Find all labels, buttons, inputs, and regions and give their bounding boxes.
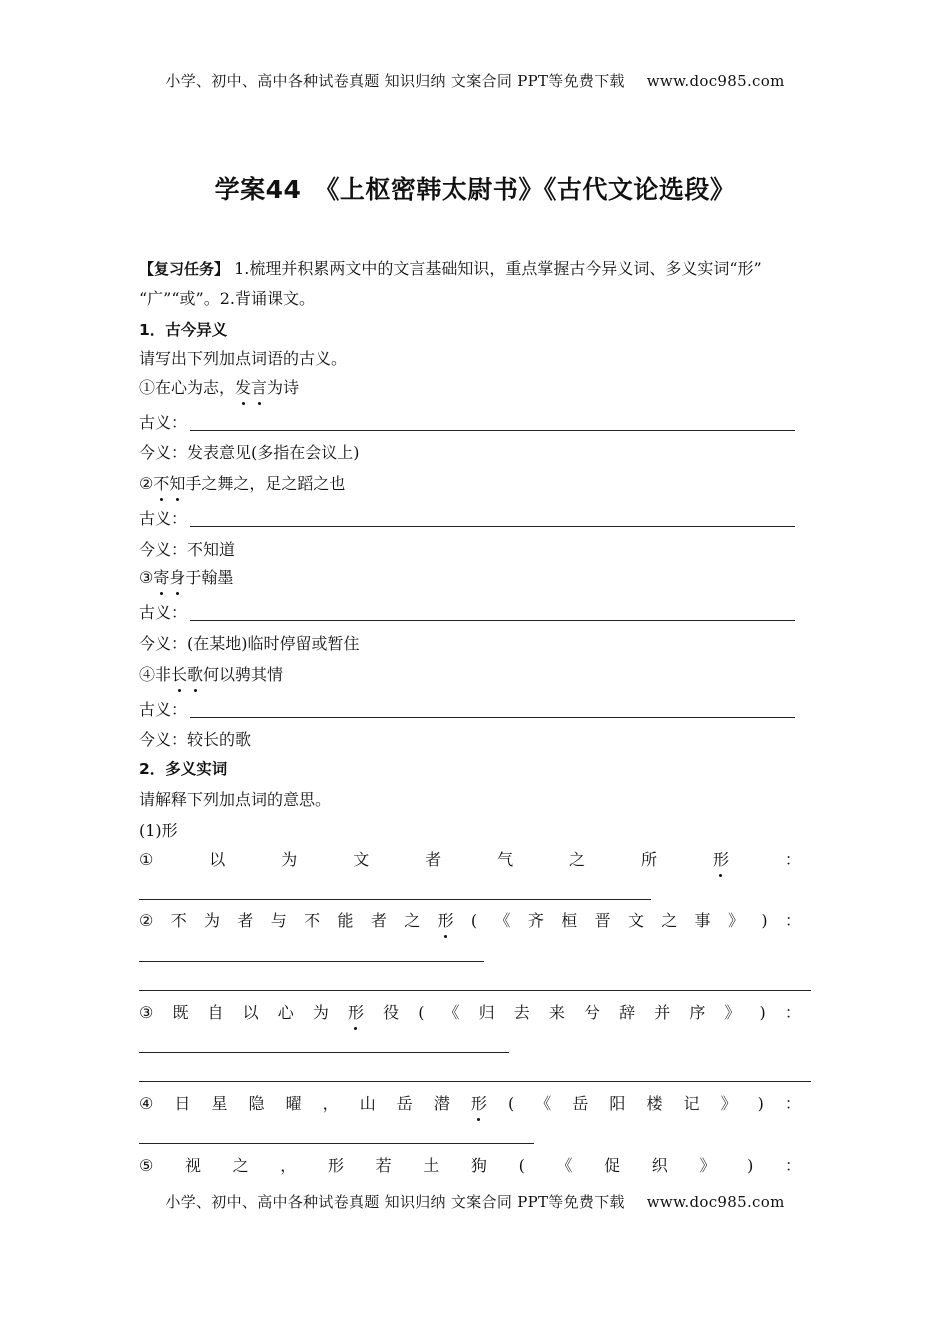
row-char: 阳 [609, 1094, 626, 1113]
dotted-char: 长 [171, 665, 188, 684]
dotted-char: 言 [251, 378, 268, 397]
row-char: 事 [694, 911, 711, 930]
row-char: 以 [209, 850, 226, 869]
row-char: 若 [375, 1156, 392, 1175]
sentence-text: ①在心为志， [139, 378, 236, 397]
row-char: ( [518, 1156, 525, 1175]
row-char: 者 [237, 911, 254, 930]
row-char: ： [784, 850, 801, 869]
row-char: ： [784, 911, 801, 930]
gu-label-4: 古义： [139, 700, 188, 719]
dotted-word [171, 665, 203, 684]
dotted-char: 发 [235, 378, 252, 397]
row-char: ， [322, 1094, 339, 1113]
row-char: 为 [312, 1003, 329, 1022]
sentence-text: ② [139, 474, 154, 493]
row-char: 记 [683, 1094, 700, 1113]
row-char: 》 [728, 911, 745, 930]
footer-url[interactable]: www.doc985.com [646, 1193, 785, 1211]
gu-label-2: 古义： [139, 509, 188, 528]
task-text-1: 1.梳理并积累两文中的文言基础知识，重点掌握古今异义词、多义实词“形” [234, 259, 762, 278]
row-char: 文 [627, 911, 644, 930]
answer-line-1[interactable] [190, 430, 795, 431]
row-char: 织 [651, 1156, 668, 1175]
row-char: 形 [712, 850, 729, 869]
dotted-word [153, 474, 185, 493]
row-char: 文 [353, 850, 370, 869]
row-char: 归 [478, 1003, 495, 1022]
row-char: 辞 [619, 1003, 636, 1022]
header-url[interactable]: www.doc985.com [646, 72, 785, 90]
row-char: ) [761, 911, 768, 930]
row-char: 形 [437, 911, 454, 930]
dotted-char: 不 [153, 474, 170, 493]
sentence-text: 为诗 [267, 378, 300, 397]
jin-line-2: 今义：不知道 [139, 540, 236, 559]
row-char: ( [470, 911, 478, 930]
row-char: 《 [494, 911, 511, 930]
xing-row-2 [139, 910, 801, 932]
row-char: 促 [604, 1156, 621, 1175]
header-text: 小学、初中、高中各种试卷真题 知识归纳 文案合同 PPT等免费下载 [165, 72, 625, 90]
row-char: 所 [641, 850, 658, 869]
row-char: 役 [383, 1003, 400, 1022]
dotted-char: 知 [169, 474, 186, 493]
row-char: 《 [535, 1094, 552, 1113]
row-char: ① [139, 850, 154, 869]
row-char: 狗 [470, 1156, 487, 1175]
row-char: 之 [661, 911, 678, 930]
section-instruction-1: 请写出下列加点词语的古义。 [139, 349, 348, 368]
row-char: 形 [470, 1094, 487, 1113]
dotted-char: 歌 [187, 665, 204, 684]
xing-answer-2a[interactable] [139, 961, 484, 962]
xing-row-5 [139, 1155, 801, 1177]
sentence-text: 于翰墨 [185, 568, 234, 587]
row-char: 为 [281, 850, 298, 869]
row-char: 序 [689, 1003, 706, 1022]
xing-row-4 [139, 1093, 801, 1115]
section-heading-1: 1．古今异义 [139, 321, 228, 339]
dotted-char: 身 [169, 568, 186, 587]
row-char: 晋 [594, 911, 611, 930]
row-char: 之 [569, 850, 586, 869]
footer-text: 小学、初中、高中各种试卷真题 知识归纳 文案合同 PPT等免费下载 [165, 1193, 625, 1211]
xing-answer-4[interactable] [139, 1143, 534, 1144]
row-char: ⑤ [139, 1156, 154, 1175]
row-char: 日 [174, 1094, 191, 1113]
row-char: ③ [139, 1003, 154, 1022]
row-char: 岳 [396, 1094, 413, 1113]
xing-answer-1[interactable] [139, 899, 651, 900]
row-char: 《 [556, 1156, 573, 1175]
page-footer [0, 1191, 950, 1212]
row-char: 桓 [561, 911, 578, 930]
row-char: ) [757, 1094, 764, 1113]
row-char: 星 [211, 1094, 228, 1113]
dotted-word [235, 378, 267, 397]
gu-label-3: 古义： [139, 603, 188, 622]
row-char: 去 [513, 1003, 530, 1022]
row-char: 形 [347, 1003, 364, 1022]
sentence-1 [139, 377, 299, 399]
answer-line-4[interactable] [190, 717, 795, 718]
row-char: 》 [724, 1003, 741, 1022]
row-char: 兮 [583, 1003, 600, 1022]
row-char: 气 [497, 850, 514, 869]
row-char: 齐 [527, 911, 544, 930]
answer-line-3[interactable] [190, 620, 795, 621]
row-char: ， [280, 1156, 297, 1175]
row-char: ( [418, 1003, 425, 1022]
row-char: ( [507, 1094, 515, 1113]
row-char: 不 [304, 911, 321, 930]
sub-heading-xing: (1)形 [139, 821, 178, 840]
row-char: 之 [404, 911, 421, 930]
row-char: 岳 [572, 1094, 589, 1113]
sentence-2 [139, 473, 345, 495]
row-char: 并 [654, 1003, 671, 1022]
row-char: ④ [139, 1094, 154, 1113]
row-char: 土 [423, 1156, 440, 1175]
xing-row-1 [139, 849, 801, 871]
row-char: 来 [548, 1003, 565, 1022]
row-char: 楼 [646, 1094, 663, 1113]
row-char: 》 [720, 1094, 737, 1113]
row-char: 视 [184, 1156, 201, 1175]
sentence-text: ④非 [139, 665, 172, 684]
row-char: 与 [270, 911, 287, 930]
row-char: ： [784, 1003, 801, 1022]
row-char: 自 [207, 1003, 224, 1022]
row-char: 形 [327, 1156, 344, 1175]
row-char: ： [784, 1156, 801, 1175]
row-char: 既 [172, 1003, 189, 1022]
dotted-word [153, 568, 185, 587]
xing-answer-3a[interactable] [139, 1052, 509, 1053]
row-char: 曜 [285, 1094, 302, 1113]
sentence-text: ③ [139, 568, 154, 587]
row-char: ② [139, 911, 154, 930]
row-char: 之 [232, 1156, 249, 1175]
row-char: 《 [443, 1003, 460, 1022]
gu-label-1: 古义： [139, 413, 188, 432]
page-header [0, 70, 950, 91]
xing-row-3 [139, 1002, 801, 1024]
row-char: 能 [337, 911, 354, 930]
row-char: ) [747, 1156, 754, 1175]
task-line-2: “广”“或”。2.背诵课文。 [139, 289, 315, 308]
jin-line-4: 今义：较长的歌 [139, 730, 252, 749]
row-char: 潜 [433, 1094, 450, 1113]
row-char: ) [759, 1003, 766, 1022]
xing-answer-2b[interactable] [139, 990, 811, 991]
task-label: 【复习任务】 [139, 260, 230, 278]
xing-answer-3b[interactable] [139, 1081, 811, 1082]
sentence-3 [139, 567, 233, 589]
section-heading-2: 2．多义实词 [139, 760, 228, 778]
sentence-text: 手之舞之，足之蹈之也 [185, 474, 346, 493]
jin-line-3: 今义：(在某地)临时停留或暂住 [139, 634, 360, 653]
section-instruction-2: 请解释下列加点词的意思。 [139, 790, 332, 809]
answer-line-2[interactable] [190, 526, 795, 527]
sentence-4 [139, 664, 283, 686]
row-char: 不 [170, 911, 187, 930]
dotted-char: 寄 [153, 568, 170, 587]
row-char: 》 [699, 1156, 716, 1175]
sentence-text: 何以骋其情 [203, 665, 284, 684]
row-char: 为 [204, 911, 221, 930]
row-char: 隐 [248, 1094, 265, 1113]
row-char: 山 [359, 1094, 376, 1113]
jin-line-1: 今义：发表意见(多指在会议上) [139, 443, 360, 462]
row-char: 心 [277, 1003, 294, 1022]
row-char: 以 [242, 1003, 259, 1022]
row-char: 者 [425, 850, 442, 869]
row-char: ： [784, 1094, 801, 1113]
page-title: 学案44 《上枢密韩太尉书》《古代文论选段》 [214, 175, 736, 204]
row-char: 者 [370, 911, 387, 930]
task-line-1 [139, 258, 762, 280]
